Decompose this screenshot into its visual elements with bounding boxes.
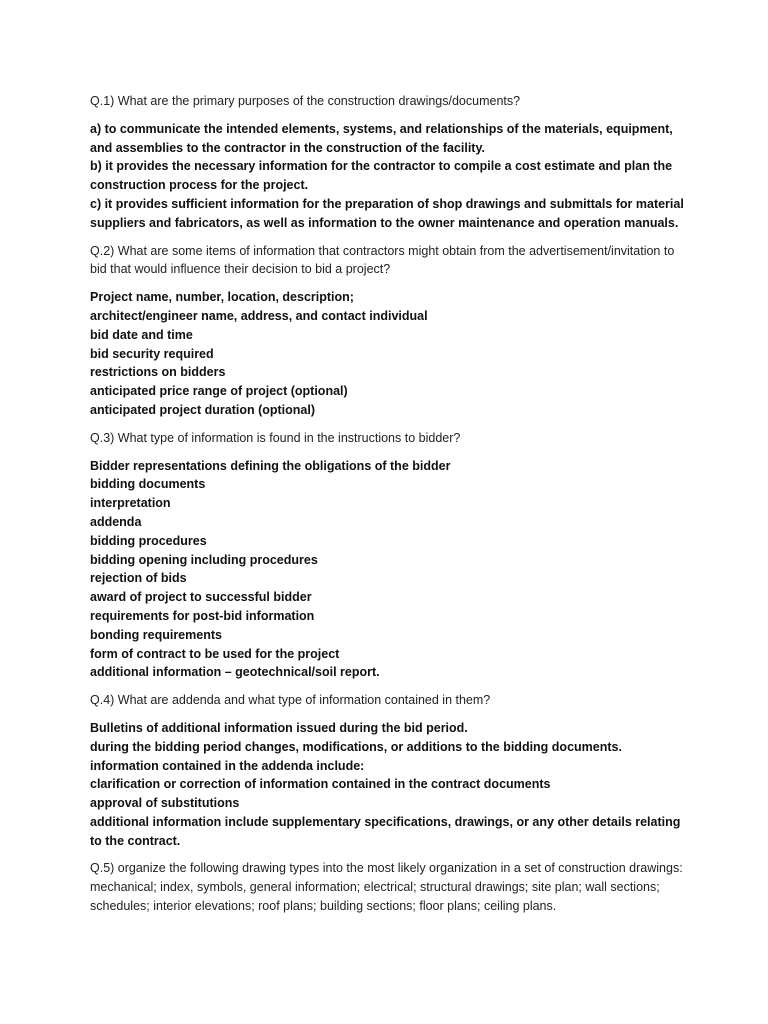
answer-2-line: restrictions on bidders xyxy=(90,365,226,380)
answer-3 xyxy=(90,457,690,683)
answer-1 xyxy=(90,120,690,233)
answer-4-line: during the bidding period changes, modifications, or additions to the bidding documents. xyxy=(90,739,622,754)
answer-3-line: bidding procedures xyxy=(90,533,207,548)
answer-1-line: c) it provides sufficient information for the preparation of shop drawings and submittals for material suppliers and fabricators, as well as information to the owner maintenance and operation manuals. xyxy=(90,196,684,230)
answer-3-line: requirements for post-bid information xyxy=(90,608,315,623)
question-2: Q.2) What are some items of information that contractors might obtain from the advertisement/invitation to bid that would influence their decision to bid a project? xyxy=(90,243,675,277)
answer-3-line: form of contract to be used for the project xyxy=(90,646,340,661)
answer-2-line: anticipated price range of project (optional) xyxy=(90,384,348,399)
document-page xyxy=(90,92,690,925)
answer-3-line: interpretation xyxy=(90,496,171,511)
answer-4-line: information contained in the addenda include: xyxy=(90,758,365,773)
answer-4 xyxy=(90,719,690,851)
question-3: Q.3) What type of information is found in the instructions to bidder? xyxy=(90,430,461,445)
question-1: Q.1) What are the primary purposes of the construction drawings/documents? xyxy=(90,94,521,108)
answer-3-line: Bidder representations defining the obligations of the bidder xyxy=(90,458,451,473)
question-4: Q.4) What are addenda and what type of information contained in them? xyxy=(90,693,491,708)
answer-4-line: additional information include supplementary specifications, drawings, or any other details relating to the contract. xyxy=(90,814,681,848)
answer-4-line: Bulletins of additional information issued during the bid period. xyxy=(90,720,468,735)
answer-3-line: bonding requirements xyxy=(90,627,222,642)
answer-3-line: award of project to successful bidder xyxy=(90,590,312,605)
answer-1-line: a) to communicate the intended elements, systems, and relationships of the materials, equipment, and assemblies to the contractor in the construction of the facility. xyxy=(90,121,673,155)
answer-2-line: anticipated project duration (optional) xyxy=(90,402,315,417)
question-5: Q.5) organize the following drawing types into the most likely organization in a set of construction drawings: mechanical; index, symbols, general information; electrical; structural drawings; site plan; wall sections; schedules; interior elevations; roof plans; building sections; floor plans; ceiling plans. xyxy=(90,861,683,914)
answer-4-line: clarification or correction of information contained in the contract documents xyxy=(90,777,551,792)
answer-2-line: architect/engineer name, address, and contact individual xyxy=(90,308,428,323)
answer-2 xyxy=(90,288,690,420)
answer-2-line: Project name, number, location, description; xyxy=(90,290,354,305)
answer-2-line: bid date and time xyxy=(90,327,193,342)
answer-3-line: additional information – geotechnical/soil report. xyxy=(90,665,380,680)
answer-3-line: rejection of bids xyxy=(90,571,187,586)
answer-3-line: bidding opening including procedures xyxy=(90,552,318,567)
answer-1-line: b) it provides the necessary information for the contractor to compile a cost estimate and plan the construction process for the project. xyxy=(90,159,673,193)
answer-2-line: bid security required xyxy=(90,346,214,361)
answer-3-line: bidding documents xyxy=(90,477,206,492)
answer-3-line: addenda xyxy=(90,514,142,529)
answer-4-line: approval of substitutions xyxy=(90,796,240,811)
